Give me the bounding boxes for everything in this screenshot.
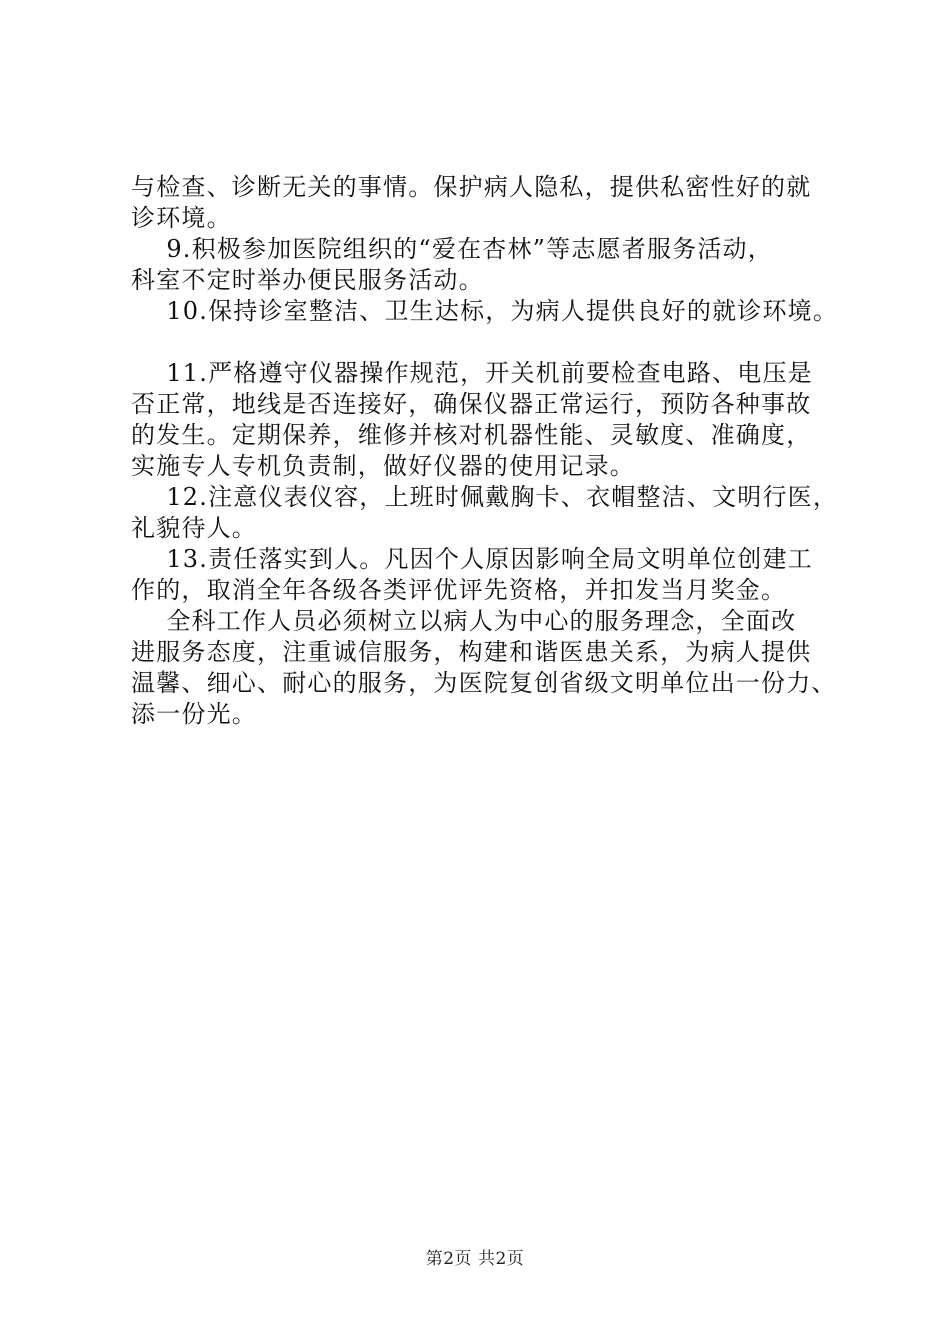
text-line: 与检查、诊断无关的事情。保护病人隐私，提供私密性好的就 <box>131 173 812 201</box>
document-body <box>131 172 843 730</box>
text-line: 否正常，地线是否连接好，确保仪器正常运行，预防各种事故 <box>131 390 812 418</box>
text-line: 10.保持诊室整洁、卫生达标，为病人提供良好的就诊环境。 <box>131 297 839 325</box>
text-line: 作的，取消全年各级各类评优评先资格，并扣发当月奖金。 <box>131 576 787 604</box>
text-line: 实施专人专机负责制，做好仪器的使用记录。 <box>131 452 635 480</box>
text-line: 全科工作人员必须树立以病人为中心的服务理念，全面改 <box>131 607 797 635</box>
text-line: 添一份光。 <box>131 700 257 728</box>
page-number-footer: 第2页 共2页 <box>425 1249 525 1269</box>
paragraph-gap <box>131 327 843 358</box>
text-line: 13.责任落实到人。凡因个人原因影响全局文明单位创建工 <box>131 545 813 573</box>
text-line: 温馨、细心、耐心的服务，为医院复创省级文明单位出一份力、 <box>131 669 837 697</box>
text-line: 9.积极参加医院组织的“爱在杏林”等志愿者服务活动， <box>131 235 773 263</box>
text-line: 礼貌待人。 <box>131 514 257 542</box>
text-line: 的发生。定期保养，维修并核对机器性能、灵敏度、准确度， <box>131 421 812 449</box>
text-line: 科室不定时举办便民服务活动。 <box>131 266 484 294</box>
text-line: 进服务态度，注重诚信服务，构建和谐医患关系，为病人提供 <box>131 638 812 666</box>
text-line: 12.注意仪表仪容，上班时佩戴胸卡、衣帽整洁、文明行医， <box>131 483 839 511</box>
text-line: 11.严格遵守仪器操作规范，开关机前要检查电路、电压是 <box>131 359 813 387</box>
text-line: 诊环境。 <box>131 204 232 232</box>
